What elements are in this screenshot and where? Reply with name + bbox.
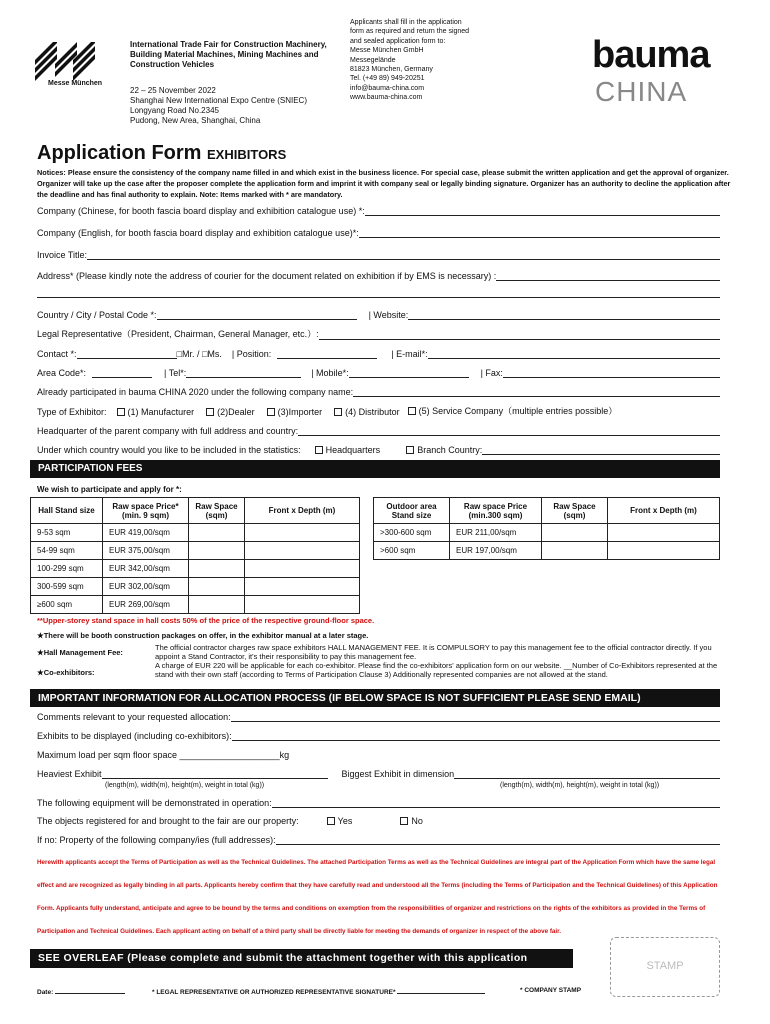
hall-mgmt-label: ★Hall Management Fee: bbox=[37, 648, 123, 657]
fax-field[interactable] bbox=[503, 368, 720, 378]
country-row bbox=[37, 306, 720, 320]
fair-name: International Trade Fair for Construction Machinery, Building Material Machines, Mining Machines and Construction Vehicles bbox=[130, 40, 327, 69]
comments-row bbox=[37, 708, 720, 722]
comments-field[interactable] bbox=[231, 712, 720, 722]
form-title-sub: EXHIBITORS bbox=[207, 147, 287, 162]
hall-fee-table bbox=[30, 497, 360, 614]
company-stamp-label: * COMPANY STAMP bbox=[520, 987, 582, 994]
apply-website[interactable]: www.bauma-china.com bbox=[350, 94, 423, 102]
table-row: 9-53 sqm EUR 419,00/sqm bbox=[31, 524, 360, 542]
stamp-box[interactable]: STAMP bbox=[610, 937, 720, 997]
apply-line: Messe München GmbH bbox=[350, 47, 424, 55]
type-dealer-checkbox[interactable]: (2)Dealer bbox=[206, 407, 255, 417]
apply-email[interactable]: info@bauma-china.com bbox=[350, 84, 425, 92]
exhibit-size-row bbox=[37, 765, 720, 779]
statistics-row bbox=[37, 441, 720, 455]
contact-row bbox=[37, 345, 720, 359]
mobile-field[interactable] bbox=[349, 368, 469, 378]
organizer-logo-text: Messe München bbox=[48, 80, 103, 87]
max-load-row bbox=[37, 746, 720, 760]
hq-row bbox=[37, 422, 720, 436]
hq-label: Headquarter of the parent company with full address and country: bbox=[37, 426, 299, 436]
company-cn-row bbox=[37, 202, 720, 216]
signature-field[interactable] bbox=[397, 987, 485, 994]
outdoor-fee-table bbox=[373, 497, 720, 560]
if-no-field[interactable] bbox=[276, 835, 720, 845]
see-overleaf-banner: SEE OVERLEAF (Please complete and submit the attachment together with this application bbox=[30, 949, 573, 968]
biggest-field[interactable] bbox=[454, 769, 720, 779]
heaviest-dims-note: (length(m), width(m), height(m), weight in total (kg)) bbox=[105, 782, 265, 789]
position-field[interactable] bbox=[277, 349, 377, 359]
invoice-label: Invoice Title: bbox=[37, 250, 88, 260]
participated-label: Already participated in bauma CHINA 2020 under the following company name: bbox=[37, 387, 354, 397]
heaviest-field[interactable] bbox=[102, 769, 328, 779]
table-header-row bbox=[31, 498, 360, 524]
company-en-field[interactable] bbox=[359, 228, 720, 238]
table-row: 100-299 sqm EUR 342,00/sqm bbox=[31, 560, 360, 578]
email-field[interactable] bbox=[428, 349, 720, 359]
notice-text: Notices: Please ensure the consistency of the company name filled in and which exist in the business licence. For special case, please submit the written application and get the approval of organizer. Organizer will take up the case after the proposer complete the application form and imprint it with company seal or legally binding signature. Organizer has an authority to decline the application after the deadline and has final authority to explain. Note: Items marked with * are mandatory. bbox=[37, 168, 731, 199]
fair-venue: Shanghai New International Expo Centre (SNIEC) bbox=[130, 96, 307, 105]
form-title-main: Application Form bbox=[37, 142, 202, 164]
invoice-field[interactable] bbox=[87, 250, 720, 260]
apply-line: and sealed application form to: bbox=[350, 37, 446, 45]
hq-field[interactable] bbox=[298, 426, 720, 436]
property-row bbox=[37, 812, 720, 826]
date-field[interactable] bbox=[55, 987, 125, 994]
exhibits-field[interactable] bbox=[232, 731, 720, 741]
headquarters-checkbox[interactable]: Headquarters bbox=[315, 445, 381, 455]
form-title bbox=[37, 142, 286, 165]
address-row bbox=[37, 267, 720, 281]
packages-note: ★There will be booth construction packages on offer, in the exhibitor manual at a later stage. bbox=[37, 631, 369, 640]
address-label: Address* (Please kindly note the address of courier for the document related on exhibition if by EMS is necessary) : bbox=[37, 271, 497, 281]
company-cn-label: Company (Chinese, for booth fascia board display and exhibition catalogue use) *: bbox=[37, 206, 365, 216]
exhibits-row bbox=[37, 727, 720, 741]
contact-field[interactable] bbox=[77, 349, 177, 359]
apply-line: Tel. (+49 89) 949-20251 bbox=[350, 75, 425, 83]
fair-district: Pudong, New Area, Shanghai, China bbox=[130, 116, 261, 125]
contact-label: Contact *: bbox=[37, 349, 77, 359]
co-exhibitors-text: A charge of EUR 220 will be applicable for each co-exhibitor. Please find the co-exhibitors' application form on our website. __Number of Co-Exhibitors represented at the stand with their own staff (according to Terms of Participation Clause 3) Additionally represented companies are not allowed at the stand. bbox=[155, 661, 718, 679]
fax-label: | Fax: bbox=[480, 368, 503, 378]
title-checkboxes[interactable]: □Mr. / □Ms. bbox=[176, 349, 222, 359]
apply-line: 81823 München, Germany bbox=[350, 66, 433, 74]
country-field[interactable] bbox=[157, 310, 357, 320]
tel-field[interactable] bbox=[186, 368, 301, 378]
equipment-label: The following equipment will be demonstrated in operation: bbox=[37, 798, 272, 808]
col-outdoor-front: Front x Depth (m) bbox=[608, 498, 720, 524]
legal-rep-field[interactable] bbox=[319, 330, 720, 340]
if-no-row bbox=[37, 831, 720, 845]
company-en-row bbox=[37, 224, 720, 238]
legal-rep-label: Legal Representative（President, Chairman, General Manager, etc.）: bbox=[37, 329, 319, 339]
col-outdoor-price: Raw space Price (min.300 sqm) bbox=[450, 498, 542, 524]
country-label: Country / City / Postal Code *: bbox=[37, 310, 157, 320]
table-row: 300-599 sqm EUR 302,00/sqm bbox=[31, 578, 360, 596]
company-en-label: Company (English, for booth fascia board display and exhibition catalogue use)*: bbox=[37, 228, 359, 238]
col-hall-raw: Raw Space (sqm) bbox=[189, 498, 245, 524]
phone-row bbox=[37, 364, 720, 378]
table-row: >600 sqm EUR 197,00/sqm bbox=[374, 542, 720, 560]
table-row: >300-600 sqm EUR 211,00/sqm bbox=[374, 524, 720, 542]
branch-checkbox[interactable]: Branch Country: bbox=[406, 445, 482, 455]
table-row: ≥600 sqm EUR 269,00/sqm bbox=[31, 596, 360, 614]
type-importer-checkbox[interactable]: (3)Importer bbox=[267, 407, 323, 417]
apply-line: Messegelände bbox=[350, 56, 396, 64]
property-no-checkbox[interactable]: No bbox=[400, 816, 423, 826]
apply-line: Applicants shall fill in the application bbox=[350, 19, 462, 26]
equipment-row bbox=[37, 794, 720, 808]
date-label: Date: bbox=[37, 989, 54, 996]
fair-dates-venue bbox=[130, 86, 350, 126]
participation-fees-header: PARTICIPATION FEES bbox=[30, 460, 720, 478]
col-hall-price: Raw space Price* (min. 9 sqm) bbox=[103, 498, 189, 524]
company-cn-field[interactable] bbox=[365, 206, 720, 216]
terms-text: Herewith applicants accept the Terms of Participation as well as the Technical Guidelines. The attached Participation Terms as well as the Technical Guidelines are integral part of the Application Form which have the same legal effect and are recognized as legally binding in all parts. Applicants hereby confirm that they have carefully read and understood all the Terms (including the Terms of Participation and the Technical Guidelines) of this Application Form. Applicants fully understand, anticipate and agree to be bound by the terms and conditions on exemption from the responsibilities of organizer and restrictions on the rights of the exhibitors as provided in the Terms of Participation and Technical Guidelines. Each applicant acting on behalf of a third party shall be directly liable for meeting the demands of organizer in respect of the above fair. bbox=[37, 859, 718, 935]
exhibits-label: Exhibits to be displayed (including co-exhibitors): bbox=[37, 731, 232, 741]
co-exhibitors-label: ★Co-exhibitors: bbox=[37, 668, 95, 677]
property-label: The objects registered for and brought to the fair are our property: bbox=[37, 816, 299, 826]
participated-field[interactable] bbox=[353, 387, 720, 397]
bauma-logo: bauma bbox=[592, 34, 710, 76]
position-label: | Position: bbox=[231, 349, 272, 359]
legal-rep-row bbox=[37, 326, 720, 340]
type-service-checkbox[interactable]: (5) Service Company（multiple entries possible） bbox=[408, 404, 618, 417]
china-logo-text: CHINA bbox=[595, 76, 688, 107]
exhibitor-type-label: Type of Exhibitor: bbox=[37, 407, 107, 417]
area-code-label: Area Code*: bbox=[37, 368, 87, 378]
property-yes-checkbox[interactable]: Yes bbox=[327, 816, 353, 826]
heaviest-label: Heaviest Exhibit bbox=[37, 769, 102, 779]
wish-label: We wish to participate and apply for *: bbox=[37, 485, 182, 494]
type-distributor-checkbox[interactable]: (4) Distributor bbox=[334, 407, 400, 417]
comments-label: Comments relevant to your requested allocation: bbox=[37, 712, 231, 722]
biggest-label: Biggest Exhibit in dimension bbox=[341, 769, 455, 779]
invoice-row bbox=[37, 246, 720, 260]
max-load-label[interactable]: Maximum load per sqm floor space ____________________kg bbox=[37, 750, 290, 760]
exhibitor-type-row bbox=[37, 403, 720, 417]
col-hall-size: Hall Stand size bbox=[31, 498, 103, 524]
branch-country-field[interactable] bbox=[482, 445, 720, 455]
submission-address bbox=[350, 18, 530, 103]
participated-row bbox=[37, 383, 720, 397]
biggest-dims-note: (length(m), width(m), height(m), weight in total (kg)) bbox=[500, 782, 660, 789]
tel-label: | Tel*: bbox=[164, 368, 187, 378]
type-manufacturer-checkbox[interactable]: (1) Manufacturer bbox=[117, 407, 195, 417]
upper-storey-note: **Upper-storey stand space in hall costs 50% of the price of the respective ground-floor space. bbox=[37, 616, 375, 625]
apply-line: form as required and return the signed bbox=[350, 28, 470, 36]
table-row: 54-99 sqm EUR 375,00/sqm bbox=[31, 542, 360, 560]
equipment-field[interactable] bbox=[272, 798, 720, 808]
website-field[interactable] bbox=[408, 310, 720, 320]
table-header-row bbox=[374, 498, 720, 524]
if-no-label: If no: Property of the following company/ies (full addresses): bbox=[37, 835, 276, 845]
signature-label: * LEGAL REPRESENTATIVE OR AUTHORIZED REPRESENTATIVE SIGNATURE* bbox=[152, 989, 396, 996]
col-outdoor-raw: Raw Space (sqm) bbox=[542, 498, 608, 524]
fair-road: Longyang Road No.2345 bbox=[130, 106, 219, 115]
mobile-label: | Mobile*: bbox=[311, 368, 349, 378]
statistics-label: Under which country would you like to be included in the statistics: bbox=[37, 445, 301, 455]
date-row bbox=[37, 987, 125, 996]
address-field-line2[interactable] bbox=[37, 297, 720, 298]
col-hall-front: Front x Depth (m) bbox=[245, 498, 360, 524]
hall-mgmt-text: The official contractor charges raw space exhibitors HALL MANAGEMENT FEE. It is COMPULSORY to pay this management fee to the official contractor directly. If you appoint a Stand Contractor, it's their responsibility to pay this management fee. bbox=[155, 643, 712, 661]
email-label: | E-mail*: bbox=[391, 349, 428, 359]
website-label: | Website: bbox=[368, 310, 409, 320]
col-outdoor-size: Outdoor area Stand size bbox=[374, 498, 450, 524]
signature-row bbox=[152, 987, 485, 996]
address-field[interactable] bbox=[496, 271, 720, 281]
area-code-field[interactable] bbox=[92, 368, 152, 378]
fair-dates: 22 – 25 November 2022 bbox=[130, 86, 216, 95]
allocation-header: IMPORTANT INFORMATION FOR ALLOCATION PROCESS (IF BELOW SPACE IS NOT SUFFICIENT PLEASE SEND EMAIL) bbox=[30, 689, 720, 707]
